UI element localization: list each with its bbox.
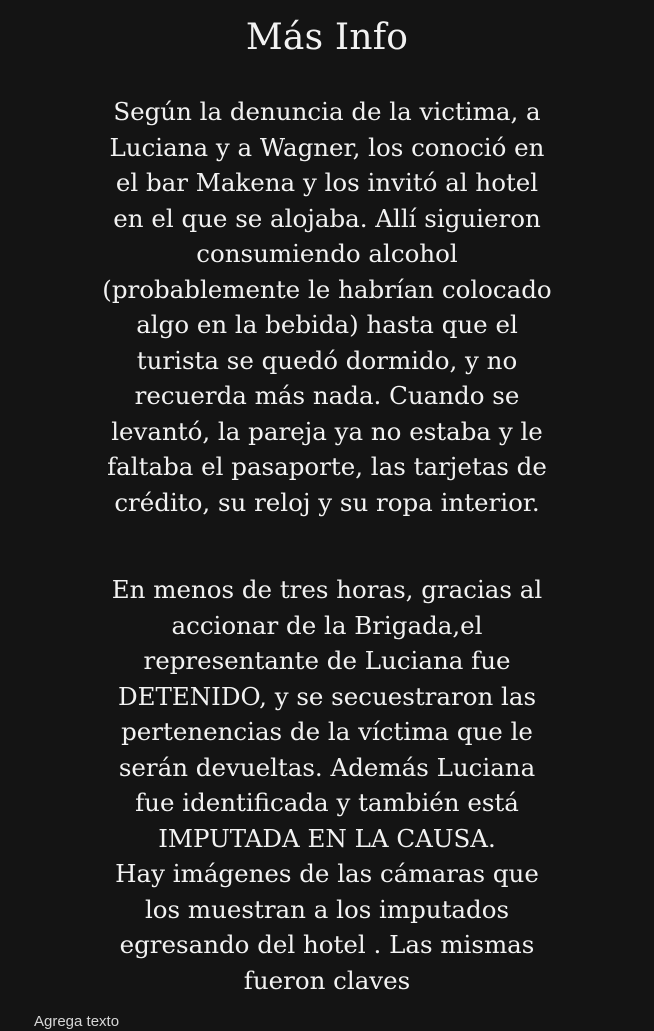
paragraph-line: Según la denuncia de la victima, a xyxy=(113,97,541,126)
paragraph-line: Hay imágenes de las cámaras que xyxy=(115,859,539,888)
paragraph-line: representante de Luciana fue xyxy=(143,646,511,675)
paragraph-line: DETENIDO, y se secuestraron las xyxy=(117,681,537,711)
add-text-hint[interactable]: Agrega texto xyxy=(34,1013,120,1030)
paragraph-line: accionar de la Brigada,el xyxy=(171,610,483,640)
paragraph-line: turista se quedó dormido, y no xyxy=(136,345,518,375)
paragraph-line: egresando del hotel . Las mismas xyxy=(119,930,535,959)
paragraph-line: IMPUTADA EN LA CAUSA. xyxy=(158,823,496,853)
story-paragraph-2 xyxy=(20,572,634,998)
story-title: Más Info xyxy=(245,17,409,58)
paragraph-line: en el que se alojaba. Allí siguieron xyxy=(113,203,541,233)
paragraph-line: recuerda más nada. Cuando se xyxy=(134,381,520,410)
paragraph-line: fueron claves xyxy=(243,965,411,995)
paragraph-line: levantó, la pareja ya no estaba y le xyxy=(111,416,543,446)
paragraph-line: los muestran a los imputados xyxy=(144,894,510,924)
paragraph-line: pertenencias de la víctima que le xyxy=(121,717,533,746)
paragraph-line: faltaba el pasaporte, las tarjetas de xyxy=(107,452,547,481)
paragraph-line: fue identificada y también está xyxy=(135,788,519,817)
paragraph-line: crédito, su reloj y su ropa interior. xyxy=(114,487,540,517)
story-paragraph-1 xyxy=(20,94,634,520)
paragraph-line: En menos de tres horas, gracias al xyxy=(111,575,543,604)
paragraph-line: consumiendo alcohol xyxy=(196,239,458,268)
paragraph-line: el bar Makena y los invitó al hotel xyxy=(115,168,539,197)
paragraph-line: algo en la bebida) hasta que el xyxy=(136,310,518,339)
paragraph-line: serán devueltas. Además Luciana xyxy=(118,752,536,782)
paragraph-line: (probablemente le habrían colocado xyxy=(102,274,552,304)
paragraph-line: Luciana y a Wagner, los conoció en xyxy=(109,132,545,162)
